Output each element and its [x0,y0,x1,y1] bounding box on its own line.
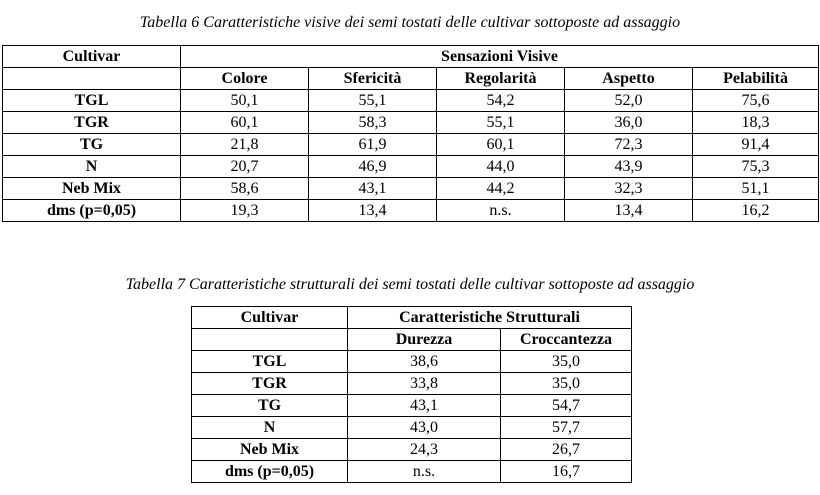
table7-row-header: Cultivar [192,307,348,329]
table-cell: 35,0 [501,373,632,395]
table-cell: 43,0 [348,417,501,439]
table-cell: 16,2 [693,200,819,222]
table-cell: 72,3 [565,134,693,156]
table6-empty-cell [3,68,181,90]
table-cell: 38,6 [348,351,501,373]
table7-header-row [192,307,632,329]
table-row [192,461,632,483]
table6-col-header: Regolarità [437,68,565,90]
table-cell: 20,7 [181,156,309,178]
table6-col-header: Sfericità [309,68,437,90]
table-row [3,90,819,112]
table-cell: 36,0 [565,112,693,134]
table7 [191,306,632,483]
table-cell: 13,4 [565,200,693,222]
table-cell: 50,1 [181,90,309,112]
table-cell: 21,8 [181,134,309,156]
row-label: TG [3,134,181,156]
table-cell: 57,7 [501,417,632,439]
table-row [192,395,632,417]
table-cell: 46,9 [309,156,437,178]
table6-header-row [3,46,819,68]
table-row [3,112,819,134]
table-cell: 91,4 [693,134,819,156]
table-cell: 43,1 [348,395,501,417]
table-cell: 43,9 [565,156,693,178]
table-cell: 55,1 [309,90,437,112]
table-cell: 54,7 [501,395,632,417]
table-cell: 55,1 [437,112,565,134]
table7-empty-cell [192,329,348,351]
table-row [3,200,819,222]
table6-group-header: Sensazioni Visive [181,46,819,68]
table-cell: 44,0 [437,156,565,178]
table7-group-header: Caratteristiche Strutturali [348,307,632,329]
table7-subheader-row [192,329,632,351]
table6-caption: Tabella 6 Caratteristiche visive dei semi tostati delle cultivar sottoposte ad assaggio [139,14,681,31]
table6-col-header: Colore [181,68,309,90]
table-cell: 16,7 [501,461,632,483]
table-cell: 35,0 [501,351,632,373]
table-cell: 58,6 [181,178,309,200]
table7-col-header: Croccantezza [501,329,632,351]
table-cell: 52,0 [565,90,693,112]
table6-col-header: Aspetto [565,68,693,90]
row-label: TGL [3,90,181,112]
table-cell: 54,2 [437,90,565,112]
table7-col-header: Durezza [348,329,501,351]
table-cell: 60,1 [181,112,309,134]
table-cell: 13,4 [309,200,437,222]
table-row [3,156,819,178]
table-row [192,439,632,461]
table-cell: 44,2 [437,178,565,200]
table6-row-header: Cultivar [3,46,181,68]
table6-subheader-row [3,68,819,90]
table6 [2,45,819,222]
table-cell: 75,6 [693,90,819,112]
table-cell: 33,8 [348,373,501,395]
table6-col-header: Pelabilità [693,68,819,90]
table-cell: 58,3 [309,112,437,134]
row-label: TGL [192,351,348,373]
row-label: TG [192,395,348,417]
table-cell: 60,1 [437,134,565,156]
table-cell: n.s. [348,461,501,483]
table-cell: 51,1 [693,178,819,200]
table-row [192,351,632,373]
row-label: Neb Mix [3,178,181,200]
table-cell: 43,1 [309,178,437,200]
table-row [192,417,632,439]
table7-caption: Tabella 7 Caratteristiche strutturali dei semi tostati delle cultivar sottoposte ad assaggio [125,276,695,293]
table-cell: 24,3 [348,439,501,461]
row-label: dms (p=0,05) [192,461,348,483]
table-row [3,134,819,156]
table-cell: n.s. [437,200,565,222]
table-cell: 19,3 [181,200,309,222]
row-label: N [192,417,348,439]
table-row [192,373,632,395]
row-label: TGR [3,112,181,134]
table-cell: 32,3 [565,178,693,200]
row-label: dms (p=0,05) [3,200,181,222]
row-label: N [3,156,181,178]
table-cell: 18,3 [693,112,819,134]
row-label: Neb Mix [192,439,348,461]
table-row [3,178,819,200]
table-cell: 26,7 [501,439,632,461]
table-cell: 61,9 [309,134,437,156]
table-cell: 75,3 [693,156,819,178]
row-label: TGR [192,373,348,395]
